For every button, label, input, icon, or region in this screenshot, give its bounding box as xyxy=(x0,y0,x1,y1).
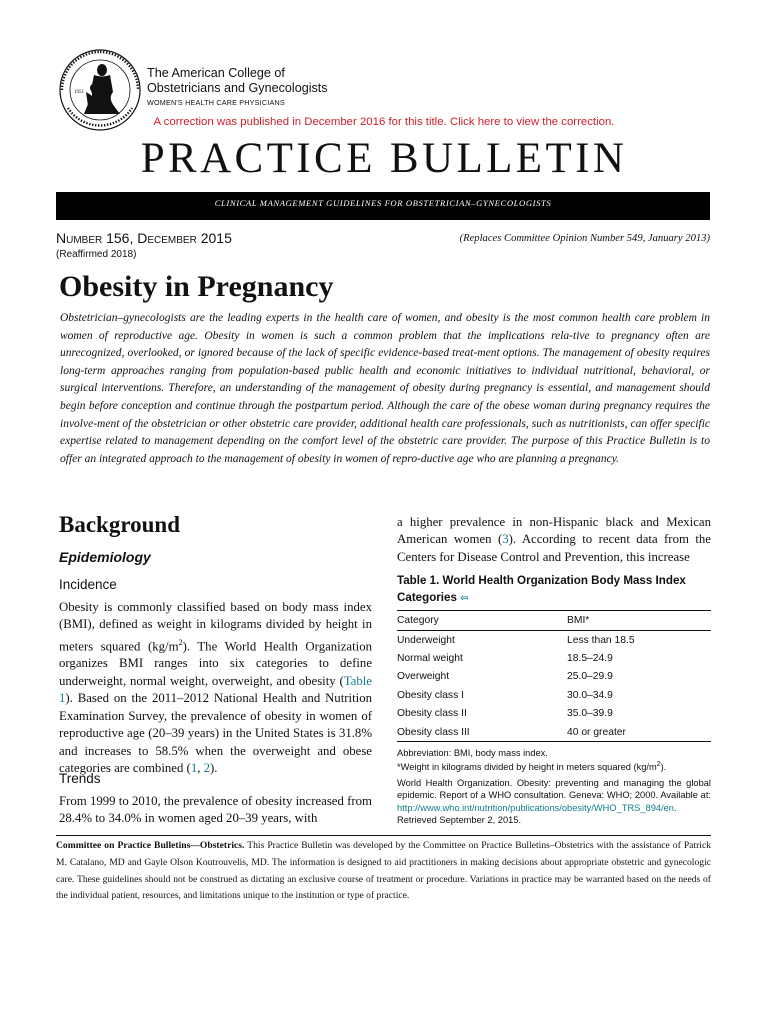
issue-number: Number 156, December 2015 xyxy=(56,230,232,246)
org-tagline: WOMEN'S HEALTH CARE PHYSICIANS xyxy=(147,98,285,107)
table-cell-category: Obesity class I xyxy=(397,689,464,701)
table-footnote-text-2: ). xyxy=(660,762,667,773)
reference-link-1[interactable]: 1 xyxy=(190,760,198,775)
reference-link-2[interactable]: 2 xyxy=(203,760,211,775)
incidence-text-4: ). xyxy=(210,760,218,775)
table-cell-category: Underweight xyxy=(397,634,455,646)
table-label: Table 1. xyxy=(397,574,440,587)
clinical-guidelines-banner: CLINICAL MANAGEMENT GUIDELINES FOR OBSTETRICIAN–GYNECOLOGISTS xyxy=(56,192,710,220)
table-cell-bmi: Less than 18.5 xyxy=(567,634,635,646)
incidence-text-2: ). The World Health Organization organizes BMI ranges into six categories to define underweight, normal weight, overweight, and obesity ( xyxy=(59,639,373,688)
incidence-paragraph xyxy=(59,599,372,777)
table-source-text: World Health Organization. Obesity: preventing and managing the global epidemic. Report of a WHO consultation. Geneva: WHO; 2000. Available at: xyxy=(397,777,711,801)
table-cell-category: Obesity class III xyxy=(397,723,567,742)
table-cell-bmi: 35.0–39.9 xyxy=(567,708,613,720)
table-footnote xyxy=(397,759,711,774)
org-name-line2: Obstetricians and Gynecologists xyxy=(147,81,328,95)
table-cell-bmi: 30.0–34.9 xyxy=(567,689,613,701)
table-footnote-text-1: *Weight in kilograms divided by height in meters squared (kg/m xyxy=(397,762,657,773)
org-name xyxy=(147,66,328,96)
trends-paragraph: From 1999 to 2010, the prevalence of obesity increased from 28.4% to 34.0% in women aged 20–39 years, with xyxy=(59,794,372,826)
trends-heading: Trends xyxy=(59,771,101,786)
table-cell-bmi: 40 or greater xyxy=(567,723,711,742)
table-row xyxy=(397,631,711,650)
reaffirmed-note: (Reaffirmed 2018) xyxy=(56,249,137,260)
reference-link-3[interactable]: 3 xyxy=(502,532,509,547)
replaces-note: (Replaces Committee Opinion Number 549, January 2013) xyxy=(459,233,710,244)
table-cell-category: Overweight xyxy=(397,671,450,683)
table-row xyxy=(397,668,711,686)
table-notes xyxy=(397,747,711,827)
incidence-text-3: ). Based on the 2011–2012 National Health and Nutrition Examination Survey, the prevalence of obesity in women of reproductive age (20–39 years) in the United States is 31.8% and increases to 58.5% when the overweight and obese categories are combined ( xyxy=(59,691,372,775)
table-cell-category: Normal weight xyxy=(397,653,463,665)
committee-footer-note xyxy=(56,838,711,905)
committee-footer-text: This Practice Bulletin was developed by the Committee on Practice Bulletins–Obstetrics with the assistance of Patrick M. Catalano, MD and Gayle Olson Koutrouvelis, MD. The information is designed to aid practitioners in making decisions about appropriate obstetric and gynecologic care. These guidelines should not be construed as dictating an exclusive course of treatment or procedure. Variations in practice may be warranted based on the needs of the individual patient, resources, and limitations unique to the institution or type of practice. xyxy=(56,840,712,902)
org-name-line1: The American College of xyxy=(147,66,285,80)
publication-title: PRACTICE BULLETIN xyxy=(140,135,628,182)
prevalence-text-1: a higher prevalence in non-Hispanic black and Mexican American women ( xyxy=(397,515,711,547)
epidemiology-heading: Epidemiology xyxy=(59,549,151,565)
prevalence-paragraph xyxy=(397,514,711,566)
incidence-superscript: 2 xyxy=(178,637,183,647)
table-cell-bmi: 18.5–24.9 xyxy=(567,653,613,665)
table-source-note xyxy=(397,777,711,827)
seal-year: 1951 xyxy=(74,90,84,95)
document-title: Obesity in Pregnancy xyxy=(59,270,334,303)
table-caption-text: World Health Organization Body Mass Index Categories xyxy=(397,574,686,604)
table-header-bmi: BMI* xyxy=(567,611,711,631)
who-source-link[interactable]: http://www.who.int/nutrition/publications/obesity/WHO_TRS_894/en xyxy=(397,802,674,813)
table-abbreviation-note: Abbreviation: BMI, body mass index. xyxy=(397,748,548,758)
incidence-text-1: Obesity is commonly classified based on body mass index (BMI), defined as weight in kilograms divided by height in meters squared (kg/m xyxy=(59,600,372,654)
committee-name: Committee on Practice Bulletins—Obstetrics. xyxy=(56,840,245,851)
table-header-category: Category xyxy=(397,611,567,631)
footer-divider xyxy=(56,835,711,836)
table-cell-category: Obesity class II xyxy=(397,708,467,720)
back-arrow-icon[interactable]: ⇦ xyxy=(460,592,469,604)
table-row xyxy=(397,649,711,667)
table-header-row xyxy=(397,611,711,631)
correction-notice-link[interactable]: A correction was published in December 2016 for this title. Click here to view the correction. xyxy=(153,116,615,128)
table-cell-bmi: 25.0–29.9 xyxy=(567,671,613,683)
background-heading: Background xyxy=(59,512,181,537)
reference-separator: , xyxy=(197,760,204,775)
incidence-heading: Incidence xyxy=(59,577,117,592)
prevalence-text-2: ). According to recent data from the Centers for Disease Control and Prevention, this increase xyxy=(397,532,711,564)
table-footnote-superscript: 2 xyxy=(656,761,661,769)
table-caption xyxy=(397,573,711,607)
table-1-link[interactable]: Table 1 xyxy=(59,673,372,706)
table-row xyxy=(397,686,711,704)
abstract-paragraph: Obstetrician–gynecologists are the leading experts in the health care of women, and obesity is the most common health care problem in women of reproductive age. Obesity in women is such a common problem that the implications rela-tive to pregnancy often are unrecognized, overlooked, or ignored because of the lack of specific evidence-based treat-ment options. The management of obesity requires long-term approaches ranging from population-based public health and economic initiatives to individual nutritional, behavioral, or surgical interventions. Therefore, an understanding of the management of obesity during pregnancy is essential, and management should begin before conception and continue through the postpartum period. Although the care of the obese woman during pregnancy requires the involve-ment of the obstetrician or other obstetric care provider, additional health care professionals, such as nutritionists, can offer specific expertise related to management depending on the comfort level of the obstetric care provider. The purpose of this Practice Bulletin is to offer an integrated approach to the management of obesity in women of repro-ductive age who are planning a pregnancy. xyxy=(60,312,710,465)
table-row xyxy=(397,705,711,723)
table-row xyxy=(397,723,711,742)
table-source-retrieved: . Retrieved September 2, 2015. xyxy=(397,802,677,826)
bmi-categories-table xyxy=(397,610,711,742)
